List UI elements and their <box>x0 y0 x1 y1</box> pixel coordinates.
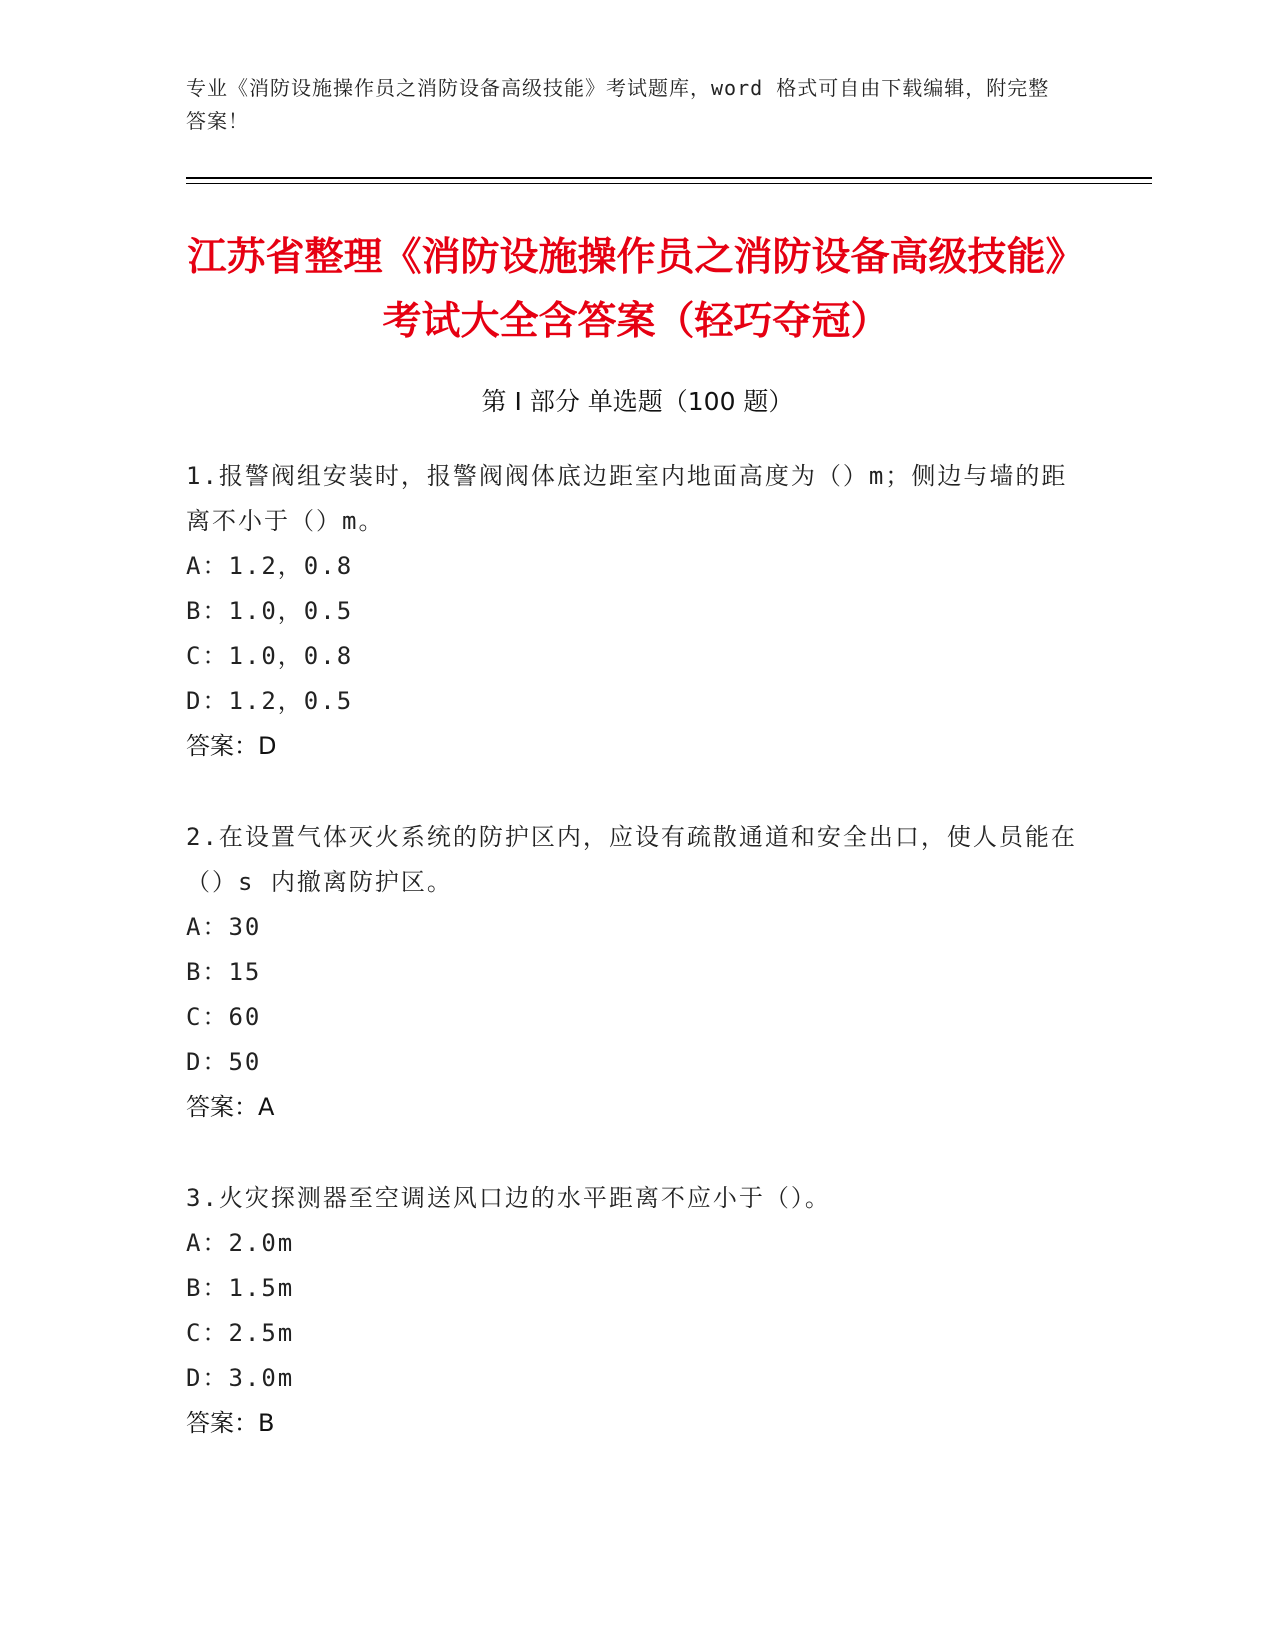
question-stem: 2.在设置气体灭火系统的防护区内，应设有疏散通道和安全出口，使人员能在（）s 内撤离防护区。 <box>186 823 1077 896</box>
option-d: D：3.0m <box>186 1364 295 1392</box>
question-2 <box>186 815 1086 1130</box>
answer-line <box>186 1401 1086 1446</box>
answer-label: 答案： <box>186 1409 258 1437</box>
answer-value: B <box>258 1409 275 1437</box>
document-title: 江苏省整理《消防设施操作员之消防设备高级技能》考试大全含答案（轻巧夺冠） <box>187 235 1085 344</box>
option-b: B：1.0，0.5 <box>186 597 354 625</box>
option-b: B：15 <box>186 958 262 986</box>
option-c: C：60 <box>186 1003 262 1031</box>
option-d: D：1.2，0.5 <box>186 687 354 715</box>
answer-label: 答案： <box>186 732 258 760</box>
header-divider-thin <box>186 183 1152 184</box>
question-stem: 1.报警阀组安装时，报警阀阀体底边距室内地面高度为（）m；侧边与墙的距离不小于（）m。 <box>186 462 1068 535</box>
answer-line <box>186 724 1086 769</box>
answer-label: 答案： <box>186 1093 258 1121</box>
question-1 <box>186 454 1086 769</box>
answer-value: A <box>258 1093 275 1121</box>
option-b: B：1.5m <box>186 1274 295 1302</box>
option-d: D：50 <box>186 1048 262 1076</box>
option-a: A：1.2，0.8 <box>186 552 354 580</box>
header-divider-thick <box>186 177 1152 179</box>
header-note: 专业《消防设施操作员之消防设备高级技能》考试题库，word 格式可自由下载编辑，附完整答案！ <box>186 76 1050 133</box>
question-stem: 3.火灾探测器至空调送风口边的水平距离不应小于（）。 <box>186 1184 831 1212</box>
section-title: 第 I 部分 单选题（100 题） <box>481 387 794 416</box>
option-a: A：30 <box>186 913 262 941</box>
answer-line <box>186 1085 1086 1130</box>
question-3 <box>186 1176 1086 1446</box>
option-c: C：2.5m <box>186 1319 295 1347</box>
option-c: C：1.0，0.8 <box>186 642 354 670</box>
option-a: A：2.0m <box>186 1229 295 1257</box>
answer-value: D <box>258 732 277 760</box>
